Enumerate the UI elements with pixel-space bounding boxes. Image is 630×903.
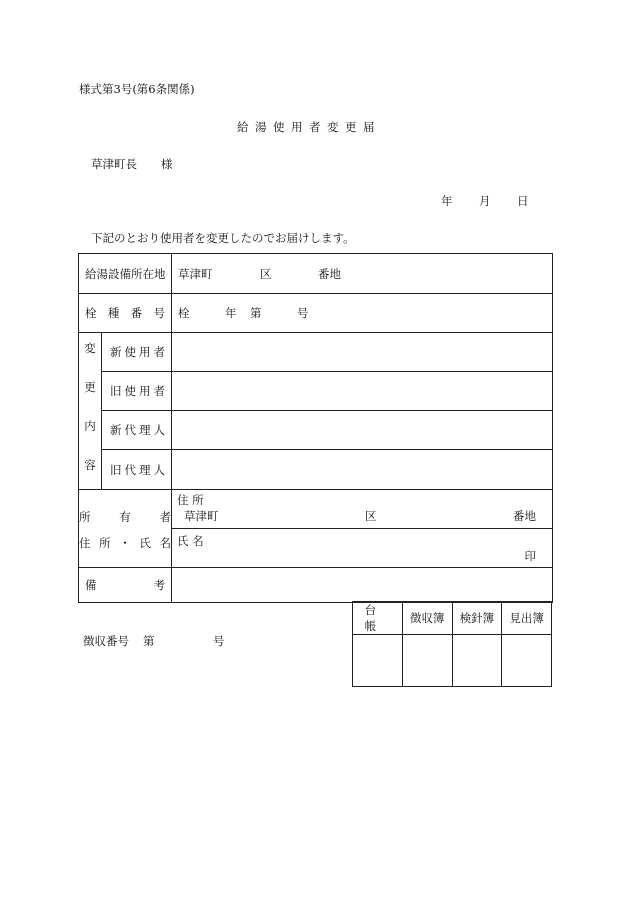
ledger-stamp-midashibo[interactable] — [502, 635, 552, 687]
owner-name-field[interactable] — [172, 529, 553, 568]
ledger-header-kenshinbo: 検針簿 — [452, 602, 502, 635]
owner-name-caption: 氏 名 — [177, 534, 204, 548]
tap-label-1: 栓 — [85, 306, 97, 320]
new-agent-field[interactable] — [172, 411, 553, 450]
change-label-4: 容 — [84, 458, 96, 472]
change-row-1 — [79, 333, 553, 372]
ledger-stamp-daicho[interactable] — [353, 635, 403, 687]
date-month: 月 — [479, 194, 491, 208]
owner-address-caption: 住 所 — [177, 493, 204, 507]
remarks-label — [79, 568, 172, 603]
tap-label-2: 種 — [107, 306, 120, 320]
owner-address-banchi: 番地 — [513, 509, 536, 523]
location-banchi: 番地 — [318, 266, 341, 281]
ledger-header-row — [353, 602, 552, 635]
owner-label-5: 所 — [99, 535, 111, 550]
change-label-1: 変 — [84, 341, 96, 355]
owner-label-8: 名 — [159, 535, 171, 550]
tap-label — [79, 294, 172, 333]
owner-label-4: 住 — [79, 535, 91, 550]
location-town: 草津町 — [178, 266, 213, 281]
owner-address-town: 草津町 — [184, 509, 219, 523]
owner-address-field[interactable] — [172, 490, 553, 529]
addressee-honorific: 様 — [161, 157, 173, 171]
location-field[interactable] — [172, 254, 553, 294]
location-label: 給湯設備所在地 — [79, 254, 172, 294]
owner-label-1: 所 — [79, 509, 91, 524]
new-user-field[interactable] — [172, 333, 553, 372]
document-title: 給湯使用者変更届 — [237, 120, 381, 134]
old-user-label: 旧使用者 — [102, 372, 172, 411]
seal-mark: 印 — [524, 549, 536, 563]
tap-label-4: 号 — [153, 306, 165, 320]
owner-address-ku: 区 — [365, 509, 377, 523]
ledger-table — [352, 601, 552, 687]
collection-number — [83, 633, 225, 649]
collection-number-dai: 第 — [143, 634, 155, 648]
ledger-stamp-choshubo[interactable] — [402, 635, 452, 687]
addressee-name: 草津町長 — [91, 157, 137, 171]
change-row-3 — [79, 411, 553, 450]
form-number: 様式第3号(第6条関係) — [79, 82, 195, 96]
owner-label — [79, 490, 172, 568]
tap-value-3: 第 — [250, 306, 262, 320]
tap-value-4: 号 — [297, 306, 309, 320]
form-table — [78, 253, 553, 603]
change-row-2 — [79, 372, 553, 411]
tap-label-3: 番 — [130, 306, 143, 320]
change-label-2: 更 — [84, 380, 96, 394]
ledger-stamp-kenshinbo[interactable] — [452, 635, 502, 687]
addressee — [91, 156, 173, 172]
tap-row — [79, 294, 553, 333]
owner-label-7: 氏 — [139, 535, 151, 550]
date-day: 日 — [517, 194, 529, 208]
change-row-4 — [79, 450, 553, 490]
remarks-row — [79, 568, 553, 603]
tap-field[interactable] — [172, 294, 553, 333]
owner-label-2: 有 — [119, 509, 131, 524]
ledger-header-midashibo: 見出簿 — [502, 602, 552, 635]
ledger-header-choshubo: 徴収簿 — [402, 602, 452, 635]
tap-value-1: 栓 — [178, 306, 190, 320]
date-line — [441, 193, 529, 209]
change-label — [79, 333, 102, 490]
date-year: 年 — [441, 194, 453, 208]
new-agent-label: 新代理人 — [102, 411, 172, 450]
owner-label-6: ・ — [119, 535, 131, 550]
old-user-field[interactable] — [172, 372, 553, 411]
intro-text: 下記のとおり使用者を変更したのでお届けします。 — [91, 231, 355, 245]
remarks-label-2: 考 — [153, 578, 165, 592]
old-agent-field[interactable] — [172, 450, 553, 490]
collection-number-go: 号 — [213, 634, 225, 648]
change-label-3: 内 — [84, 419, 96, 433]
remarks-field[interactable] — [172, 568, 553, 603]
new-user-label: 新使用者 — [102, 333, 172, 372]
collection-number-label: 徴収番号 — [83, 634, 129, 648]
remarks-label-1: 備 — [85, 578, 97, 592]
ledger-header-daicho: 台帳 — [353, 602, 403, 635]
owner-row-address — [79, 490, 553, 529]
owner-label-3: 者 — [159, 509, 171, 524]
ledger-stamp-row — [353, 635, 552, 687]
location-row — [79, 254, 553, 294]
old-agent-label: 旧代理人 — [102, 450, 172, 490]
location-ku: 区 — [260, 266, 272, 281]
tap-value-2: 年 — [225, 306, 237, 320]
